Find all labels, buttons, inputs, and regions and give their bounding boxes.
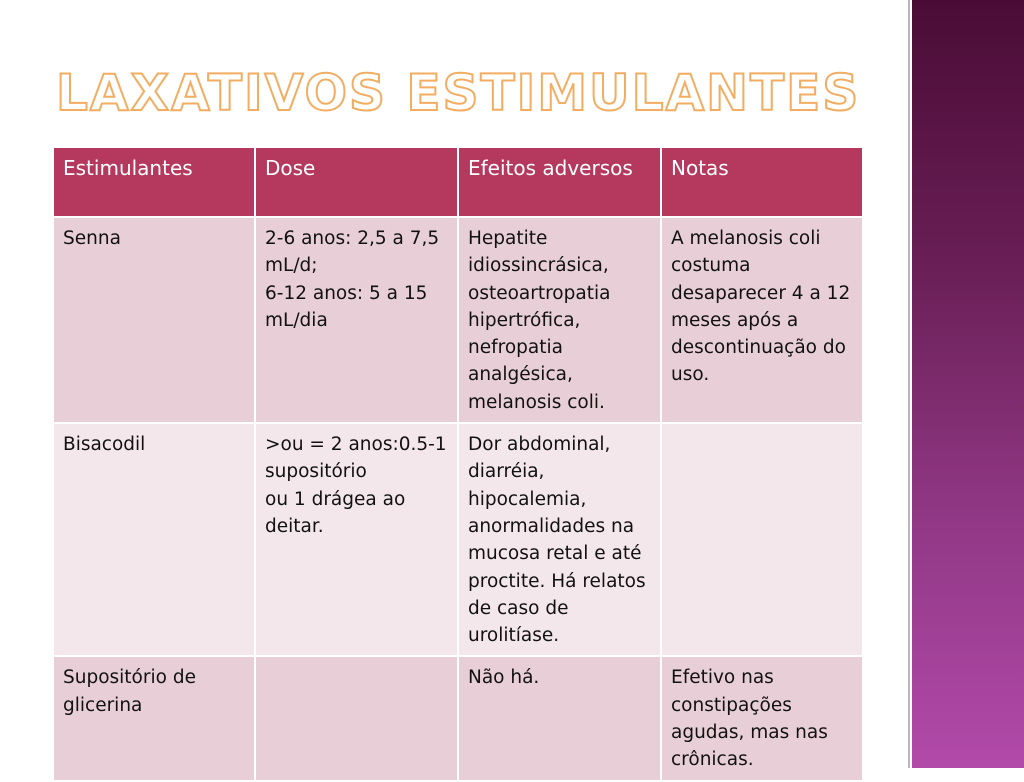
table-row: [53, 217, 863, 423]
cell-adverse-effects: Dor abdominal, diarréia, hipocalemia, anormalidades na mucosa retal e até proctite. Há relatos de caso de urolitíase.: [458, 423, 661, 656]
cell-adverse-effects: Não há.: [458, 656, 661, 780]
laxatives-table: [52, 146, 864, 782]
table-header-row: [53, 147, 863, 217]
header-cell-stimulants: Estimulantes: [53, 147, 255, 217]
cell-notes: [661, 423, 863, 656]
cell-name: Bisacodil: [53, 423, 255, 656]
header-cell-dose: Dose: [255, 147, 458, 217]
side-divider-line: [908, 0, 910, 768]
cell-dose: >ou = 2 anos:0.5-1 supositório ou 1 drágea ao deitar.: [255, 423, 458, 656]
slide-title: LAXATIVOS ESTIMULANTES: [56, 64, 861, 122]
table-row: [53, 423, 863, 656]
cell-adverse-effects: Hepatite idiossincrásica, osteoartropatia hipertrófica, nefropatia analgésica, melanosis coli.: [458, 217, 661, 423]
decorative-side-band: [912, 0, 1024, 768]
cell-notes: Efetivo nas constipações agudas, mas nas crônicas.: [661, 656, 863, 780]
cell-dose: 2-6 anos: 2,5 a 7,5 mL/d; 6-12 anos: 5 a 15 mL/dia: [255, 217, 458, 423]
cell-notes: A melanosis coli costuma desaparecer 4 a 12 meses após a descontinuação do uso.: [661, 217, 863, 423]
cell-dose: [255, 656, 458, 780]
header-cell-notes: Notas: [661, 147, 863, 217]
cell-name: Senna: [53, 217, 255, 423]
header-cell-adverse-effects: Efeitos adversos: [458, 147, 661, 217]
cell-name: Supositório de glicerina: [53, 656, 255, 780]
table-row: [53, 656, 863, 780]
